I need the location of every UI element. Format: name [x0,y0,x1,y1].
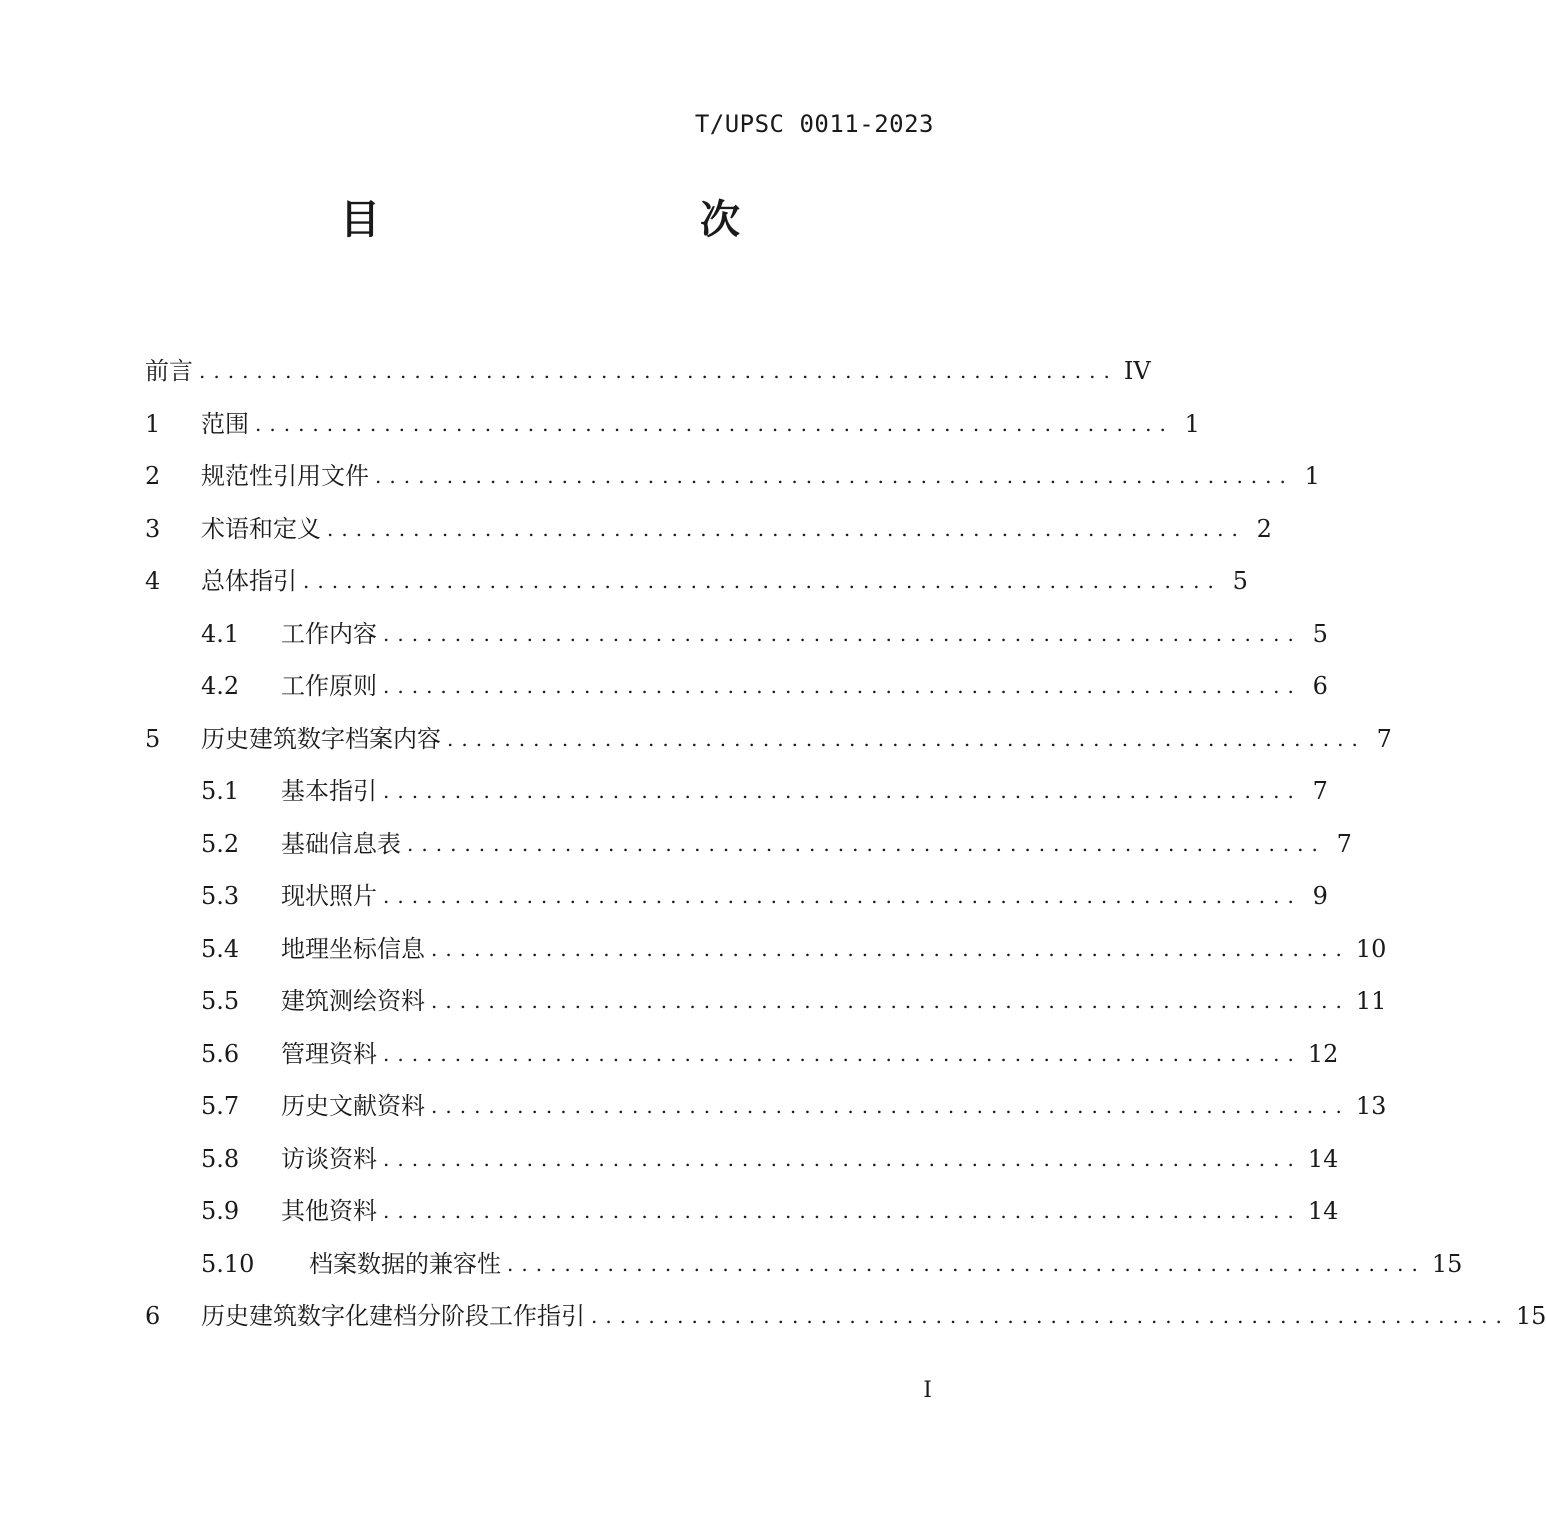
toc-entry-number: 5.6 [201,1039,240,1068]
toc-entry-label: 规范性引用文件 [201,462,369,491]
toc-leader-dots: ................................................................ [507,1251,1426,1276]
toc-entry-label: 历史建筑数字化建档分阶段工作指引 [201,1302,585,1331]
toc-entry-number: 5.4 [201,934,240,963]
toc-entry-number: 5.1 [201,777,240,806]
toc-leader-dots: ................................................................ [383,1041,1302,1066]
toc-entry-page: 15 [1431,1249,1463,1278]
toc-entry-label: 总体指引 [201,567,297,596]
toc-entry-1[interactable] [145,398,1200,451]
toc-entry-page: 1 [1304,462,1320,491]
toc-entry-page: 5 [1232,567,1248,596]
toc-entry-number: 5.10 [201,1249,255,1278]
toc-entry-number: 4 [145,567,161,596]
toc-entry-5-2[interactable] [145,818,1352,871]
toc-entry-4-2[interactable] [145,660,1328,713]
toc-entry-5-6[interactable] [145,1028,1339,1081]
toc-entry-number: 4.1 [201,619,240,648]
toc-leader-dots: ................................................................ [383,674,1302,699]
toc-entry-number: 4.2 [201,672,240,701]
page-title: 目 次 [340,197,820,243]
toc-entry-page: IV [1123,357,1151,386]
toc-entry-5-7[interactable] [145,1080,1387,1133]
toc-entry-page: 14 [1307,1197,1339,1226]
toc-leader-dots: ................................................................ [255,411,1174,436]
toc-leader-dots: ................................................................ [447,726,1366,751]
toc-entry-number: 1 [145,409,161,438]
toc-entry-page: 1 [1184,409,1200,438]
toc-entry-number: 5.9 [201,1197,240,1226]
toc-entry-5-9[interactable] [145,1185,1339,1238]
toc-entry-2[interactable] [145,450,1320,503]
toc-entry-page: 9 [1312,882,1328,911]
toc-entry-page: 12 [1307,1039,1339,1068]
toc-leader-dots: ................................................................ [431,989,1350,1014]
toc-leader-dots: ................................................................ [383,1199,1302,1224]
toc-entry-label: 地理坐标信息 [281,934,425,963]
toc-entry-5-5[interactable] [145,975,1387,1028]
toc-entry-label: 历史建筑数字档案内容 [201,724,441,753]
document-code: T/UPSC 0011-2023 [694,110,934,138]
toc-entry-label: 管理资料 [281,1039,377,1068]
toc-entry-5-1[interactable] [145,765,1328,818]
toc-entry-page: 11 [1355,987,1387,1016]
toc-leader-dots: ................................................................ [431,936,1350,961]
toc-entry-page: 2 [1256,514,1272,543]
toc-entry-label: 工作内容 [281,619,377,648]
toc-leader-dots: ................................................................ [383,1146,1302,1171]
toc-entry-label: 档案数据的兼容性 [309,1249,501,1278]
toc-entry-label: 基础信息表 [281,829,401,858]
toc-entry-label: 访谈资料 [281,1144,377,1173]
page-number: I [923,1378,932,1403]
toc-entry-label: 基本指引 [281,777,377,806]
toc-entry-number: 5.7 [201,1092,240,1121]
toc-entry-number: 5 [145,724,161,753]
toc-entry-label: 前言 [145,357,193,386]
toc-entry-page: 7 [1376,724,1392,753]
toc-entry-foreword[interactable] [145,345,1151,398]
toc-entry-page: 10 [1355,934,1387,963]
toc-entry-number: 5.5 [201,987,240,1016]
toc-leader-dots: ................................................................ [375,464,1294,489]
toc-entry-number: 5.8 [201,1144,240,1173]
toc-entry-page: 15 [1515,1302,1546,1331]
toc-entry-label: 术语和定义 [201,514,321,543]
toc-leader-dots: ................................................................ [407,831,1326,856]
toc-leader-dots: ................................................................ [199,359,1118,384]
toc-entry-5-4[interactable] [145,923,1387,976]
toc-entry-number: 2 [145,462,161,491]
toc-leader-dots: ................................................................ [383,621,1302,646]
toc-entry-label: 范围 [201,409,249,438]
toc-entry-page: 13 [1355,1092,1387,1121]
toc-entry-number: 5.3 [201,882,240,911]
toc-leader-dots: ................................................................ [383,884,1302,909]
toc-entry-5-8[interactable] [145,1133,1339,1186]
toc-entry-number: 3 [145,514,161,543]
table-of-contents [145,345,1546,1343]
toc-entry-page: 6 [1312,672,1328,701]
toc-entry-page: 7 [1312,777,1328,806]
toc-entry-number: 5.2 [201,829,240,858]
toc-entry-label: 建筑测绘资料 [281,987,425,1016]
toc-entry-3[interactable] [145,503,1272,556]
toc-entry-5[interactable] [145,713,1392,766]
toc-entry-label: 工作原则 [281,672,377,701]
toc-leader-dots: ................................................................ [303,569,1222,594]
toc-entry-5-3[interactable] [145,870,1328,923]
toc-leader-dots: ................................................................ [327,516,1246,541]
toc-leader-dots: ................................................................ [431,1094,1350,1119]
toc-entry-label: 其他资料 [281,1197,377,1226]
toc-entry-6[interactable] [145,1290,1546,1343]
toc-entry-4[interactable] [145,555,1248,608]
toc-entry-number: 6 [145,1302,161,1331]
toc-entry-label: 现状照片 [281,882,377,911]
toc-leader-dots: ................................................................ [591,1304,1510,1329]
toc-entry-page: 7 [1336,829,1352,858]
toc-entry-5-10[interactable] [145,1238,1463,1291]
toc-entry-label: 历史文献资料 [281,1092,425,1121]
toc-entry-page: 5 [1312,619,1328,648]
toc-entry-page: 14 [1307,1144,1339,1173]
toc-entry-4-1[interactable] [145,608,1328,661]
toc-leader-dots: ................................................................ [383,779,1302,804]
